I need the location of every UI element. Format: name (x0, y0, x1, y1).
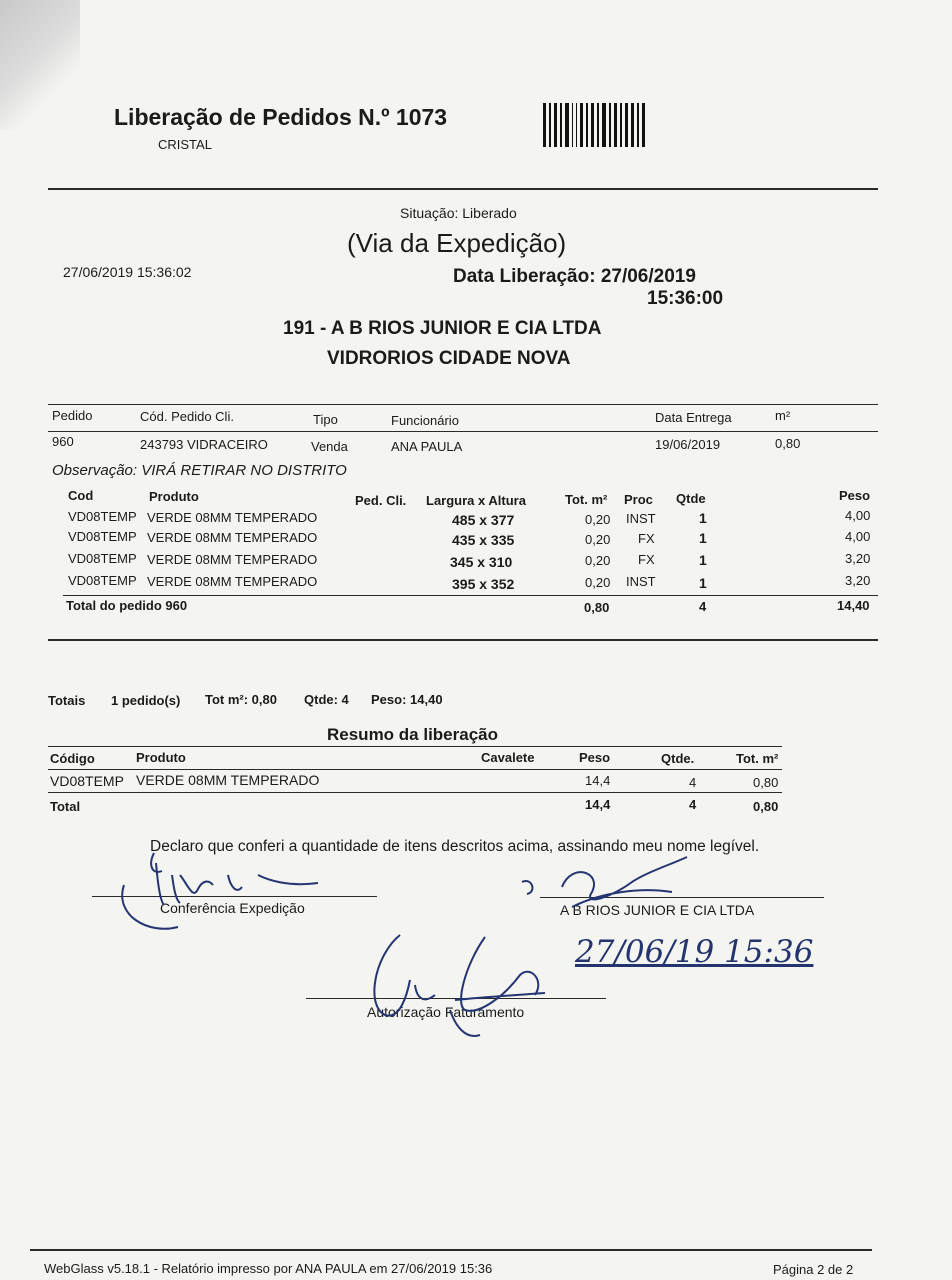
signature-autorizacao (355, 925, 565, 1045)
item-peso: 4,00 (845, 529, 871, 544)
resumo-qtde: 4 (689, 775, 697, 790)
item-peso: 4,00 (845, 508, 871, 523)
order-top-rule (48, 404, 878, 405)
col-totm2-header: Tot. m² (565, 492, 608, 507)
item-qtde: 1 (699, 530, 707, 546)
handwritten-datetime: 27/06/19 15:36 (575, 934, 814, 970)
col-pedcli-header: Ped. Cli. (355, 493, 407, 508)
col-dataentrega-header: Data Entrega (655, 410, 732, 425)
item-qtde: 1 (699, 575, 707, 591)
client-name: 191 - A B RIOS JUNIOR E CIA LTDA (283, 318, 602, 339)
resumo-col-qtde: Qtde. (661, 751, 695, 766)
resumo-col-cavalete: Cavalete (481, 750, 535, 765)
footer-page-number: Página 2 de 2 (773, 1262, 854, 1277)
item-cod: VD08TEMP (68, 551, 137, 566)
printed-timestamp: 27/06/2019 15:36:02 (63, 264, 192, 280)
item-largalt: 485 x 377 (452, 512, 515, 528)
item-cod: VD08TEMP (68, 573, 137, 588)
totals-peso: Peso: 14,40 (371, 692, 443, 707)
item-proc: INST (626, 511, 656, 526)
resumo-codigo: VD08TEMP (50, 773, 124, 789)
item-qtde: 1 (699, 510, 707, 526)
resumo-row-rule (48, 792, 782, 793)
order-total-label: Total do pedido 960 (66, 598, 188, 613)
resumo-col-codigo: Código (50, 751, 95, 766)
signature-label-autorizacao: Autorização Faturamento (367, 1004, 525, 1020)
order-funcionario: ANA PAULA (391, 439, 463, 454)
totals-pedidos: 1 pedido(s) (111, 693, 181, 708)
release-time: 15:36:00 (647, 288, 724, 309)
company-name: CRISTAL (158, 137, 212, 152)
resumo-peso: 14,4 (585, 773, 611, 788)
status-text: Situação: Liberado (400, 205, 517, 221)
totals-m2: Tot m²: 0,80 (205, 692, 277, 707)
order-dataentrega: 19/06/2019 (655, 437, 721, 452)
order-pedido: 960 (52, 434, 74, 449)
resumo-total-qtde: 4 (689, 797, 697, 812)
footer-report-info: WebGlass v5.18.1 - Relatório impresso por ANA PAULA em 27/06/2019 15:36 (44, 1261, 493, 1276)
resumo-col-produto: Produto (136, 750, 186, 765)
item-totm2: 0,20 (585, 532, 611, 547)
signature-conferencia (118, 845, 378, 935)
item-largalt: 395 x 352 (452, 576, 515, 592)
item-peso: 3,20 (845, 551, 871, 566)
item-totm2: 0,20 (585, 575, 611, 590)
via-title: (Via da Expedição) (347, 228, 567, 258)
signature-label-cliente: A B RIOS JUNIOR E CIA LTDA (560, 902, 755, 918)
signature-label-conferencia: Conferência Expedição (160, 900, 305, 916)
order-tipo: Venda (311, 439, 348, 454)
order-header-rule (48, 431, 878, 432)
item-qtde: 1 (699, 552, 707, 568)
observation-label: Observação: (52, 462, 138, 479)
col-tipo-header: Tipo (313, 412, 338, 427)
resumo-top-rule (48, 746, 782, 747)
item-largalt: 345 x 310 (450, 554, 513, 570)
resumo-total-m2: 0,80 (753, 799, 779, 814)
item-produto: VERDE 08MM TEMPERADO (147, 552, 318, 567)
client-store: VIDRORIOS CIDADE NOVA (327, 348, 571, 369)
order-total-m2: 0,80 (584, 600, 610, 615)
totals-qtde: Qtde: 4 (304, 692, 349, 707)
barcode (543, 103, 649, 147)
col-m2-header: m² (775, 408, 791, 423)
item-proc: FX (638, 552, 655, 567)
order-total-qtde: 4 (699, 599, 707, 614)
item-proc: FX (638, 531, 655, 546)
col-cod-header: Cod (68, 488, 94, 503)
resumo-header-rule (48, 769, 782, 770)
resumo-title: Resumo da liberação (327, 725, 499, 744)
col-qtde-header: Qtde (676, 491, 706, 506)
paper-corner-shadow (0, 0, 80, 130)
declaration-text: Declaro que conferi a quantidade de itens descritos acima, assinando meu nome legível. (150, 838, 760, 855)
footer-rule (30, 1249, 872, 1251)
resumo-total-peso: 14,4 (585, 797, 611, 812)
order-codcli: 243793 VIDRACEIRO (140, 437, 268, 452)
order-total-peso: 14,40 (837, 598, 870, 613)
resumo-produto: VERDE 08MM TEMPERADO (136, 772, 320, 788)
item-largalt: 435 x 335 (452, 532, 515, 548)
resumo-col-totm2: Tot. m² (736, 751, 779, 766)
observation-text: VIRÁ RETIRAR NO DISTRITO (141, 462, 347, 479)
totals-label: Totais (48, 693, 86, 708)
resumo-total-label: Total (50, 799, 81, 814)
col-peso-header: Peso (839, 488, 871, 503)
col-largalt-header: Largura x Altura (426, 493, 526, 508)
item-peso: 3,20 (845, 573, 871, 588)
item-produto: VERDE 08MM TEMPERADO (147, 530, 318, 545)
item-proc: INST (626, 574, 656, 589)
release-date: Data Liberação: 27/06/2019 (453, 266, 696, 287)
col-proc-header: Proc (624, 492, 653, 507)
items-total-rule (63, 595, 878, 596)
item-totm2: 0,20 (585, 553, 611, 568)
resumo-col-peso: Peso (579, 750, 611, 765)
col-produto-header: Produto (149, 489, 199, 504)
col-funcionario-header: Funcionário (391, 413, 459, 428)
item-produto: VERDE 08MM TEMPERADO (147, 510, 318, 525)
document-title: Liberação de Pedidos N.º 1073 (114, 104, 448, 130)
header-divider (48, 188, 878, 190)
item-cod: VD08TEMP (68, 509, 137, 524)
resumo-totm2: 0,80 (753, 775, 779, 790)
item-totm2: 0,20 (585, 512, 611, 527)
col-pedido-header: Pedido (52, 408, 93, 423)
item-produto: VERDE 08MM TEMPERADO (147, 574, 318, 589)
col-codcli-header: Cód. Pedido Cli. (140, 409, 234, 424)
order-m2: 0,80 (775, 436, 801, 451)
items-bottom-rule (48, 639, 878, 641)
item-cod: VD08TEMP (68, 529, 137, 544)
signature-cliente (512, 852, 702, 922)
observation (52, 462, 347, 479)
